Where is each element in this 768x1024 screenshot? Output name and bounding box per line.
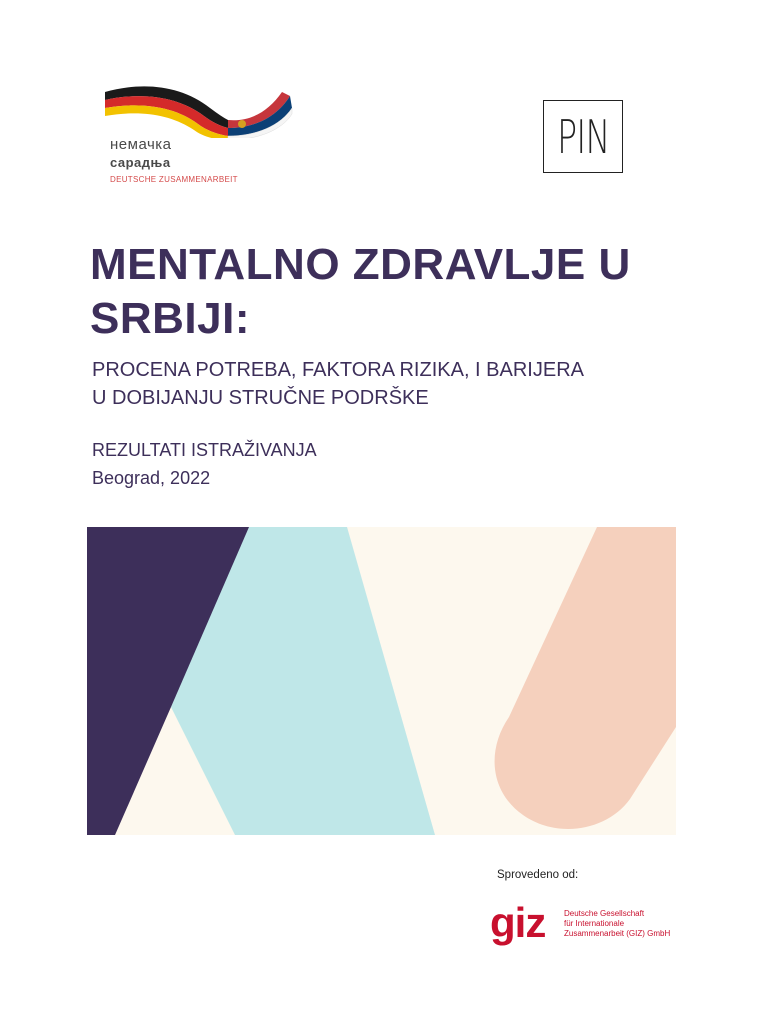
giz-fullname [564,909,670,939]
cover-graphic [87,527,676,835]
results-label: REZULTATI ISTRAŽIVANJA [92,440,317,460]
giz-logo [490,899,690,953]
coop-logo-line1: немачка [110,136,172,153]
results-block [92,436,692,492]
place-date: Beograd, 2022 [92,468,211,488]
flag-ribbon-icon [100,78,300,138]
giz-wordmark: giz [490,899,546,946]
title-line1: MENTALNO ZDRAVLJE U [90,240,631,289]
german-cooperation-logo [100,78,300,193]
page-title [90,238,690,346]
subtitle [92,356,692,412]
giz-line1: Deutsche Gesellschaft [564,909,645,918]
pin-logo-text: PIN [556,109,610,164]
coop-logo-line2: сарадња [110,155,171,170]
giz-line3: Zusammenarbeit (GIZ) GmbH [564,929,671,938]
subtitle-line2: U DOBIJANJU STRUČNE PODRŠKE [92,387,429,409]
subtitle-line1: PROCENA POTREBA, FAKTORA RIZIKA, I BARIJERA [92,359,584,381]
pin-logo [543,100,623,173]
implemented-by-label: Sprovedeno od: [497,869,579,881]
coop-logo-line3: DEUTSCHE ZUSAMMENARBEIT [110,175,238,184]
giz-line2: für Internationale [564,919,625,928]
title-line2: SRBIJI: [90,294,250,343]
abstract-shapes-graphic [87,527,676,835]
